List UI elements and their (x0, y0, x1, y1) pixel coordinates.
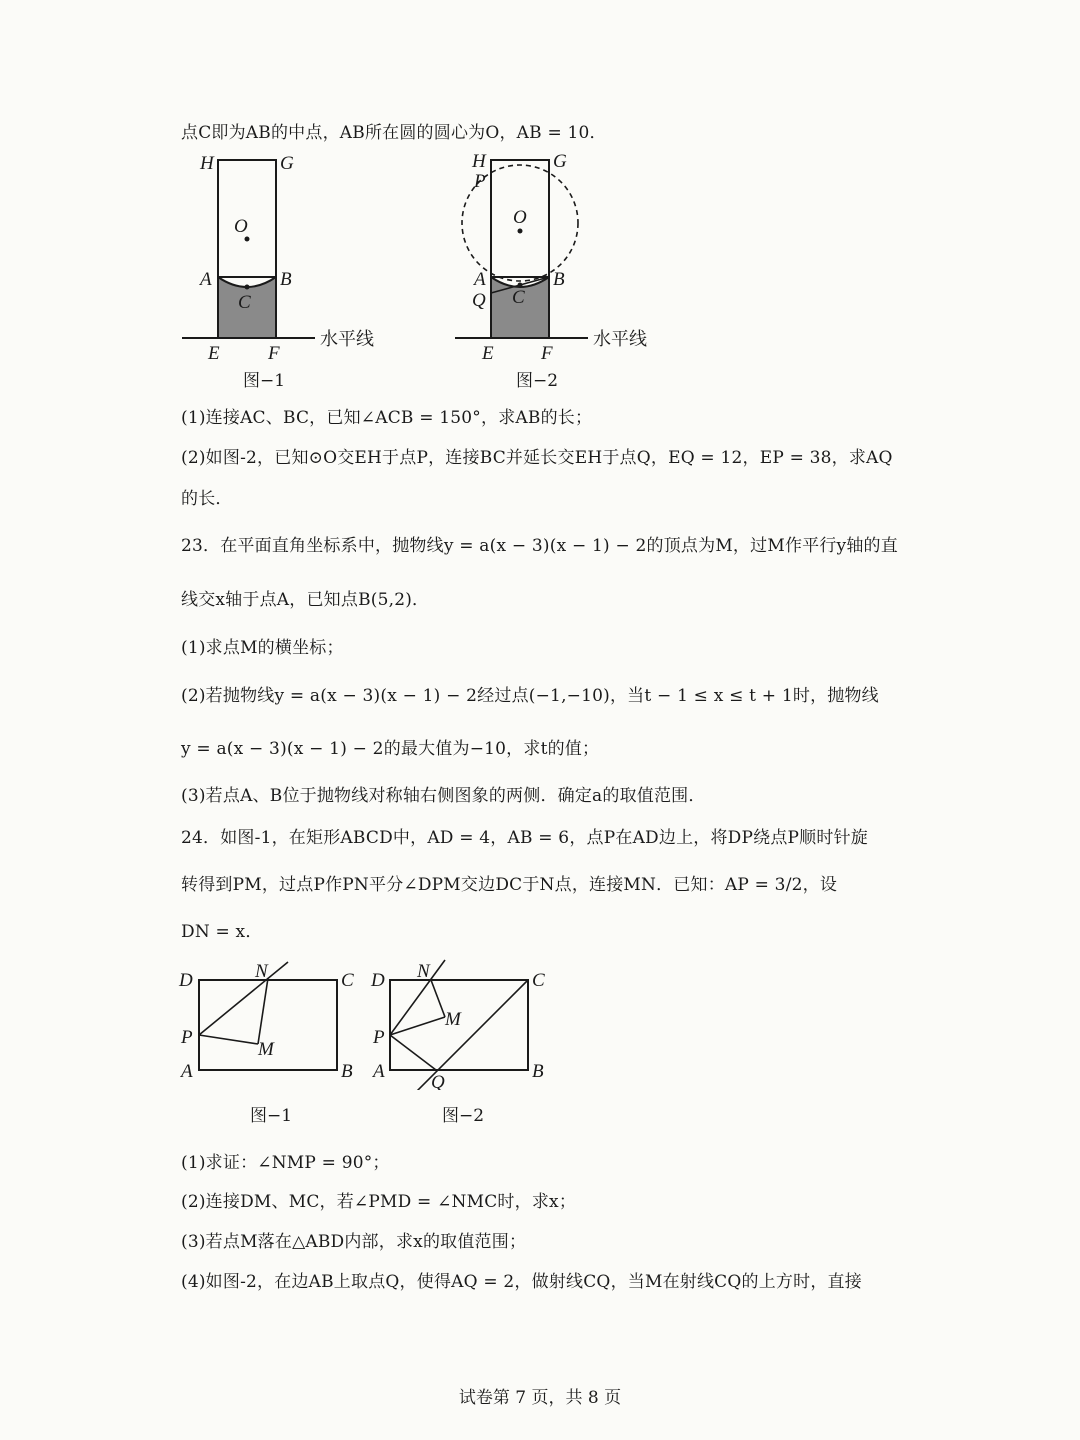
label-b: B (553, 269, 565, 290)
label-f: F (541, 343, 553, 364)
label-p: P (373, 1027, 385, 1048)
label-horizon: 水平线 (593, 329, 647, 350)
segment-pm (390, 1017, 445, 1035)
figure-rectangle-2 (365, 955, 565, 1090)
page-footer: 试卷第 7 页，共 8 页 (458, 1388, 622, 1408)
segment-nm (258, 978, 268, 1044)
label-c: C (341, 970, 354, 991)
point-o (518, 229, 523, 234)
label-e: E (482, 343, 494, 364)
figure-caption-rect-2: 图−2 (442, 1106, 485, 1126)
label-a: A (200, 269, 212, 290)
segment-nm (431, 980, 445, 1017)
figure-container-1 (170, 145, 420, 390)
label-d: D (179, 970, 193, 991)
text-line-p23-q1: (1)求点M的横坐标； (181, 638, 344, 658)
label-o: O (513, 207, 527, 228)
label-h: H (200, 153, 214, 174)
point-o (245, 237, 250, 242)
text-line-p23-q3: (3)若点A、B位于抛物线对称轴右侧图象的两侧．确定a的取值范围． (181, 786, 706, 806)
label-e: E (208, 343, 220, 364)
figure-rectangle-1 (170, 955, 370, 1085)
text-line-arc-midpoint: 点C即为AB的中点，AB所在圆的圆心为O，AB = 10． (181, 123, 607, 143)
label-q: Q (472, 290, 486, 311)
label-n: N (417, 961, 430, 982)
text-line-q2-cont: 的长． (181, 489, 233, 509)
label-o: O (234, 216, 248, 237)
segment-pm (199, 1035, 258, 1044)
label-m: M (258, 1039, 274, 1060)
text-line-p24-dn: DN = x． (181, 922, 263, 942)
text-line-p24-q4: (4)如图-2，在边AB上取点Q，使得AQ = 2，做射线CQ，当M在射线CQ的上方时，直接 (181, 1272, 862, 1292)
label-g: G (553, 151, 567, 172)
label-b: B (341, 1061, 353, 1082)
label-n: N (255, 961, 268, 982)
text-line-p24-q3: (3)若点M落在△ABD内部，求x的取值范围； (181, 1232, 527, 1252)
figure-caption-rect-1: 图−1 (250, 1106, 293, 1126)
label-b: B (532, 1061, 544, 1082)
label-horizon: 水平线 (320, 329, 374, 350)
label-f: F (268, 343, 280, 364)
point-c (245, 285, 250, 290)
label-a: A (474, 269, 486, 290)
figure-caption-1: 图−1 (243, 371, 286, 391)
text-line-p24-stem-cont: 转得到PM，过点P作PN平分∠DPM交边DC于N点，连接MN．已知：AP = 3/2，设 (181, 875, 838, 895)
label-p: P (181, 1027, 193, 1048)
label-g: G (280, 153, 294, 174)
label-c: C (512, 287, 525, 308)
text-line-p24-stem: 24．如图-1，在矩形ABCD中，AD = 4，AB = 6，点P在AD边上，将DP绕点P顺时针旋 (181, 828, 868, 848)
label-b: B (280, 269, 292, 290)
label-d: D (371, 970, 385, 991)
figure-caption-2: 图−2 (516, 371, 559, 391)
label-p: P (474, 171, 486, 192)
segment-pq (390, 1035, 436, 1070)
text-line-p23-stem: 23．在平面直角坐标系中，抛物线y = a(x − 3)(x − 1) − 2的顶点为M，过M作平行y轴的直 (181, 536, 898, 556)
segment-pn-ray (199, 962, 288, 1035)
label-a: A (181, 1061, 193, 1082)
label-c: C (238, 292, 251, 313)
text-line-q2: (2)如图-2，已知⊙O交EH于点P，连接BC并延长交EH于点Q，EQ = 12，EP = 38，求AQ (181, 448, 893, 468)
label-c: C (532, 970, 545, 991)
figure-container-2 (445, 145, 695, 390)
text-line-q1: (1)连接AC、BC，已知∠ACB = 150°，求AB的长； (181, 408, 593, 428)
text-line-p23-q2-cont: y = a(x − 3)(x − 1) − 2的最大值为−10，求t的值； (181, 739, 600, 759)
label-q: Q (431, 1072, 445, 1090)
text-line-p24-q2: (2)连接DM、MC，若∠PMD = ∠NMC时，求x； (181, 1192, 577, 1212)
text-line-p24-q1: (1)求证：∠NMP = 90°； (181, 1153, 390, 1173)
label-h: H (472, 151, 486, 172)
text-line-p23-stem-cont: 线交x轴于点A，已知点B(5,2)． (181, 590, 430, 610)
label-m: M (445, 1009, 461, 1030)
text-line-p23-q2: (2)若抛物线y = a(x − 3)(x − 1) − 2经过点(−1,−10)，当t − 1 ≤ x ≤ t + 1时，抛物线 (181, 686, 879, 706)
label-a: A (373, 1061, 385, 1082)
